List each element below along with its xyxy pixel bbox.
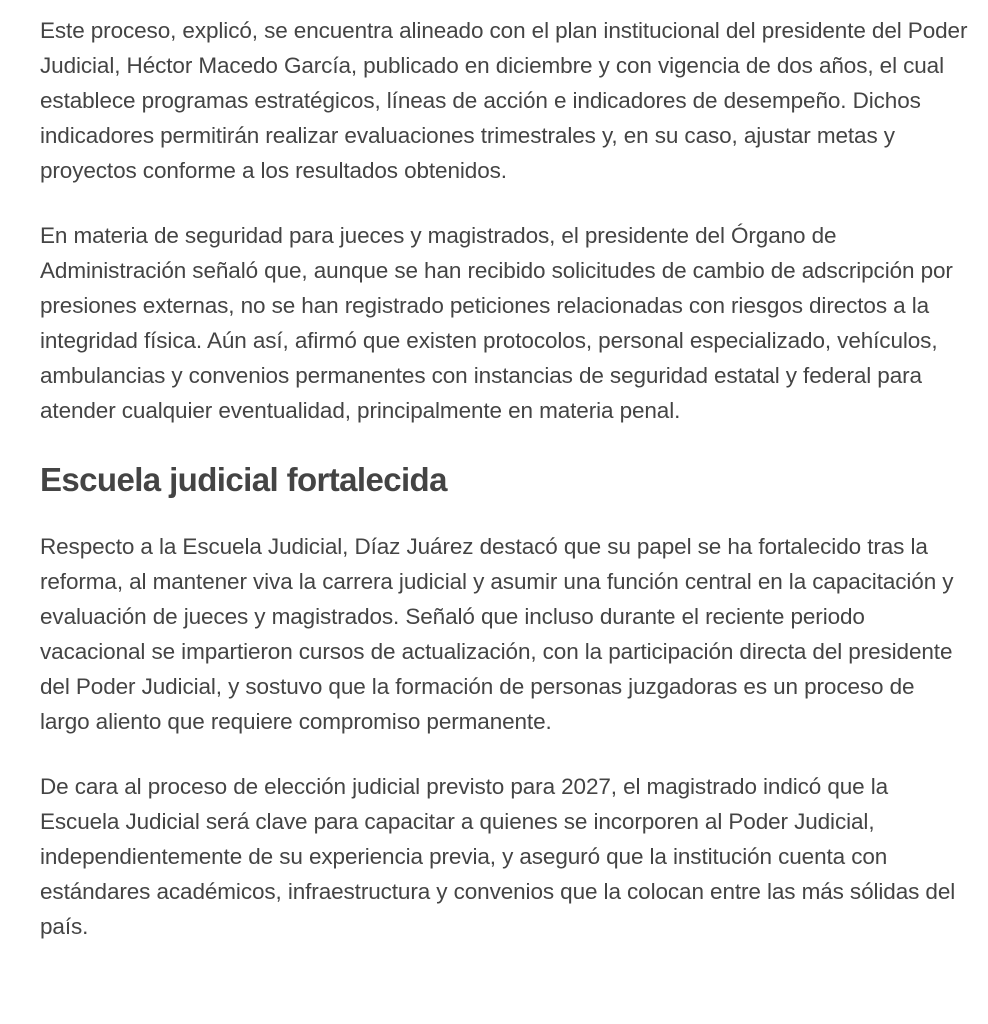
paragraph-seguridad-jueces: En materia de seguridad para jueces y magistrados, el presidente del Órgano de Administración señaló que, aunque se han recibido solicitudes de cambio de adscripción por presiones externas, no se han registrado peticiones relacionadas con riesgos directos a la integridad física. Aún así, afirmó que existen protocolos, personal especializado, vehículos, ambulancias y convenios permanentes con instancias de seguridad estatal y federal para atender cualquier eventualidad, principalmente en materia penal. <box>40 223 953 423</box>
paragraph-escuela-judicial: Respecto a la Escuela Judicial, Díaz Juárez destacó que su papel se ha fortalecido tras la reforma, al mantener viva la carrera judicial y asumir una función central en la capacitación y evaluación de jueces y magistrados. Señaló que incluso durante el reciente periodo vacacional se impartieron cursos de actualización, con la participación directa del presidente del Poder Judicial, y sostuvo que la formación de personas juzgadoras es un proceso de largo aliento que requiere compromiso permanente. <box>40 534 954 734</box>
paragraph-eleccion-judicial: De cara al proceso de elección judicial previsto para 2027, el magistrado indicó que la Escuela Judicial será clave para capacitar a quienes se incorporen al Poder Judicial, independientemente de su experiencia previa, y aseguró que la institución cuenta con estándares académicos, infraestructura y convenios que la colocan entre las más sólidas del país. <box>40 774 956 939</box>
article-body <box>40 13 970 944</box>
paragraph-plan-institucional: Este proceso, explicó, se encuentra alineado con el plan institucional del presidente del Poder Judicial, Héctor Macedo García, publicado en diciembre y con vigencia de dos años, el cual establece programas estratégicos, líneas de acción e indicadores de desempeño. Dichos indicadores permitirán realizar evaluaciones trimestrales y, en su caso, ajustar metas y proyectos conforme a los resultados obtenidos. <box>40 18 968 183</box>
section-heading: Escuela judicial fortalecida <box>40 461 447 498</box>
